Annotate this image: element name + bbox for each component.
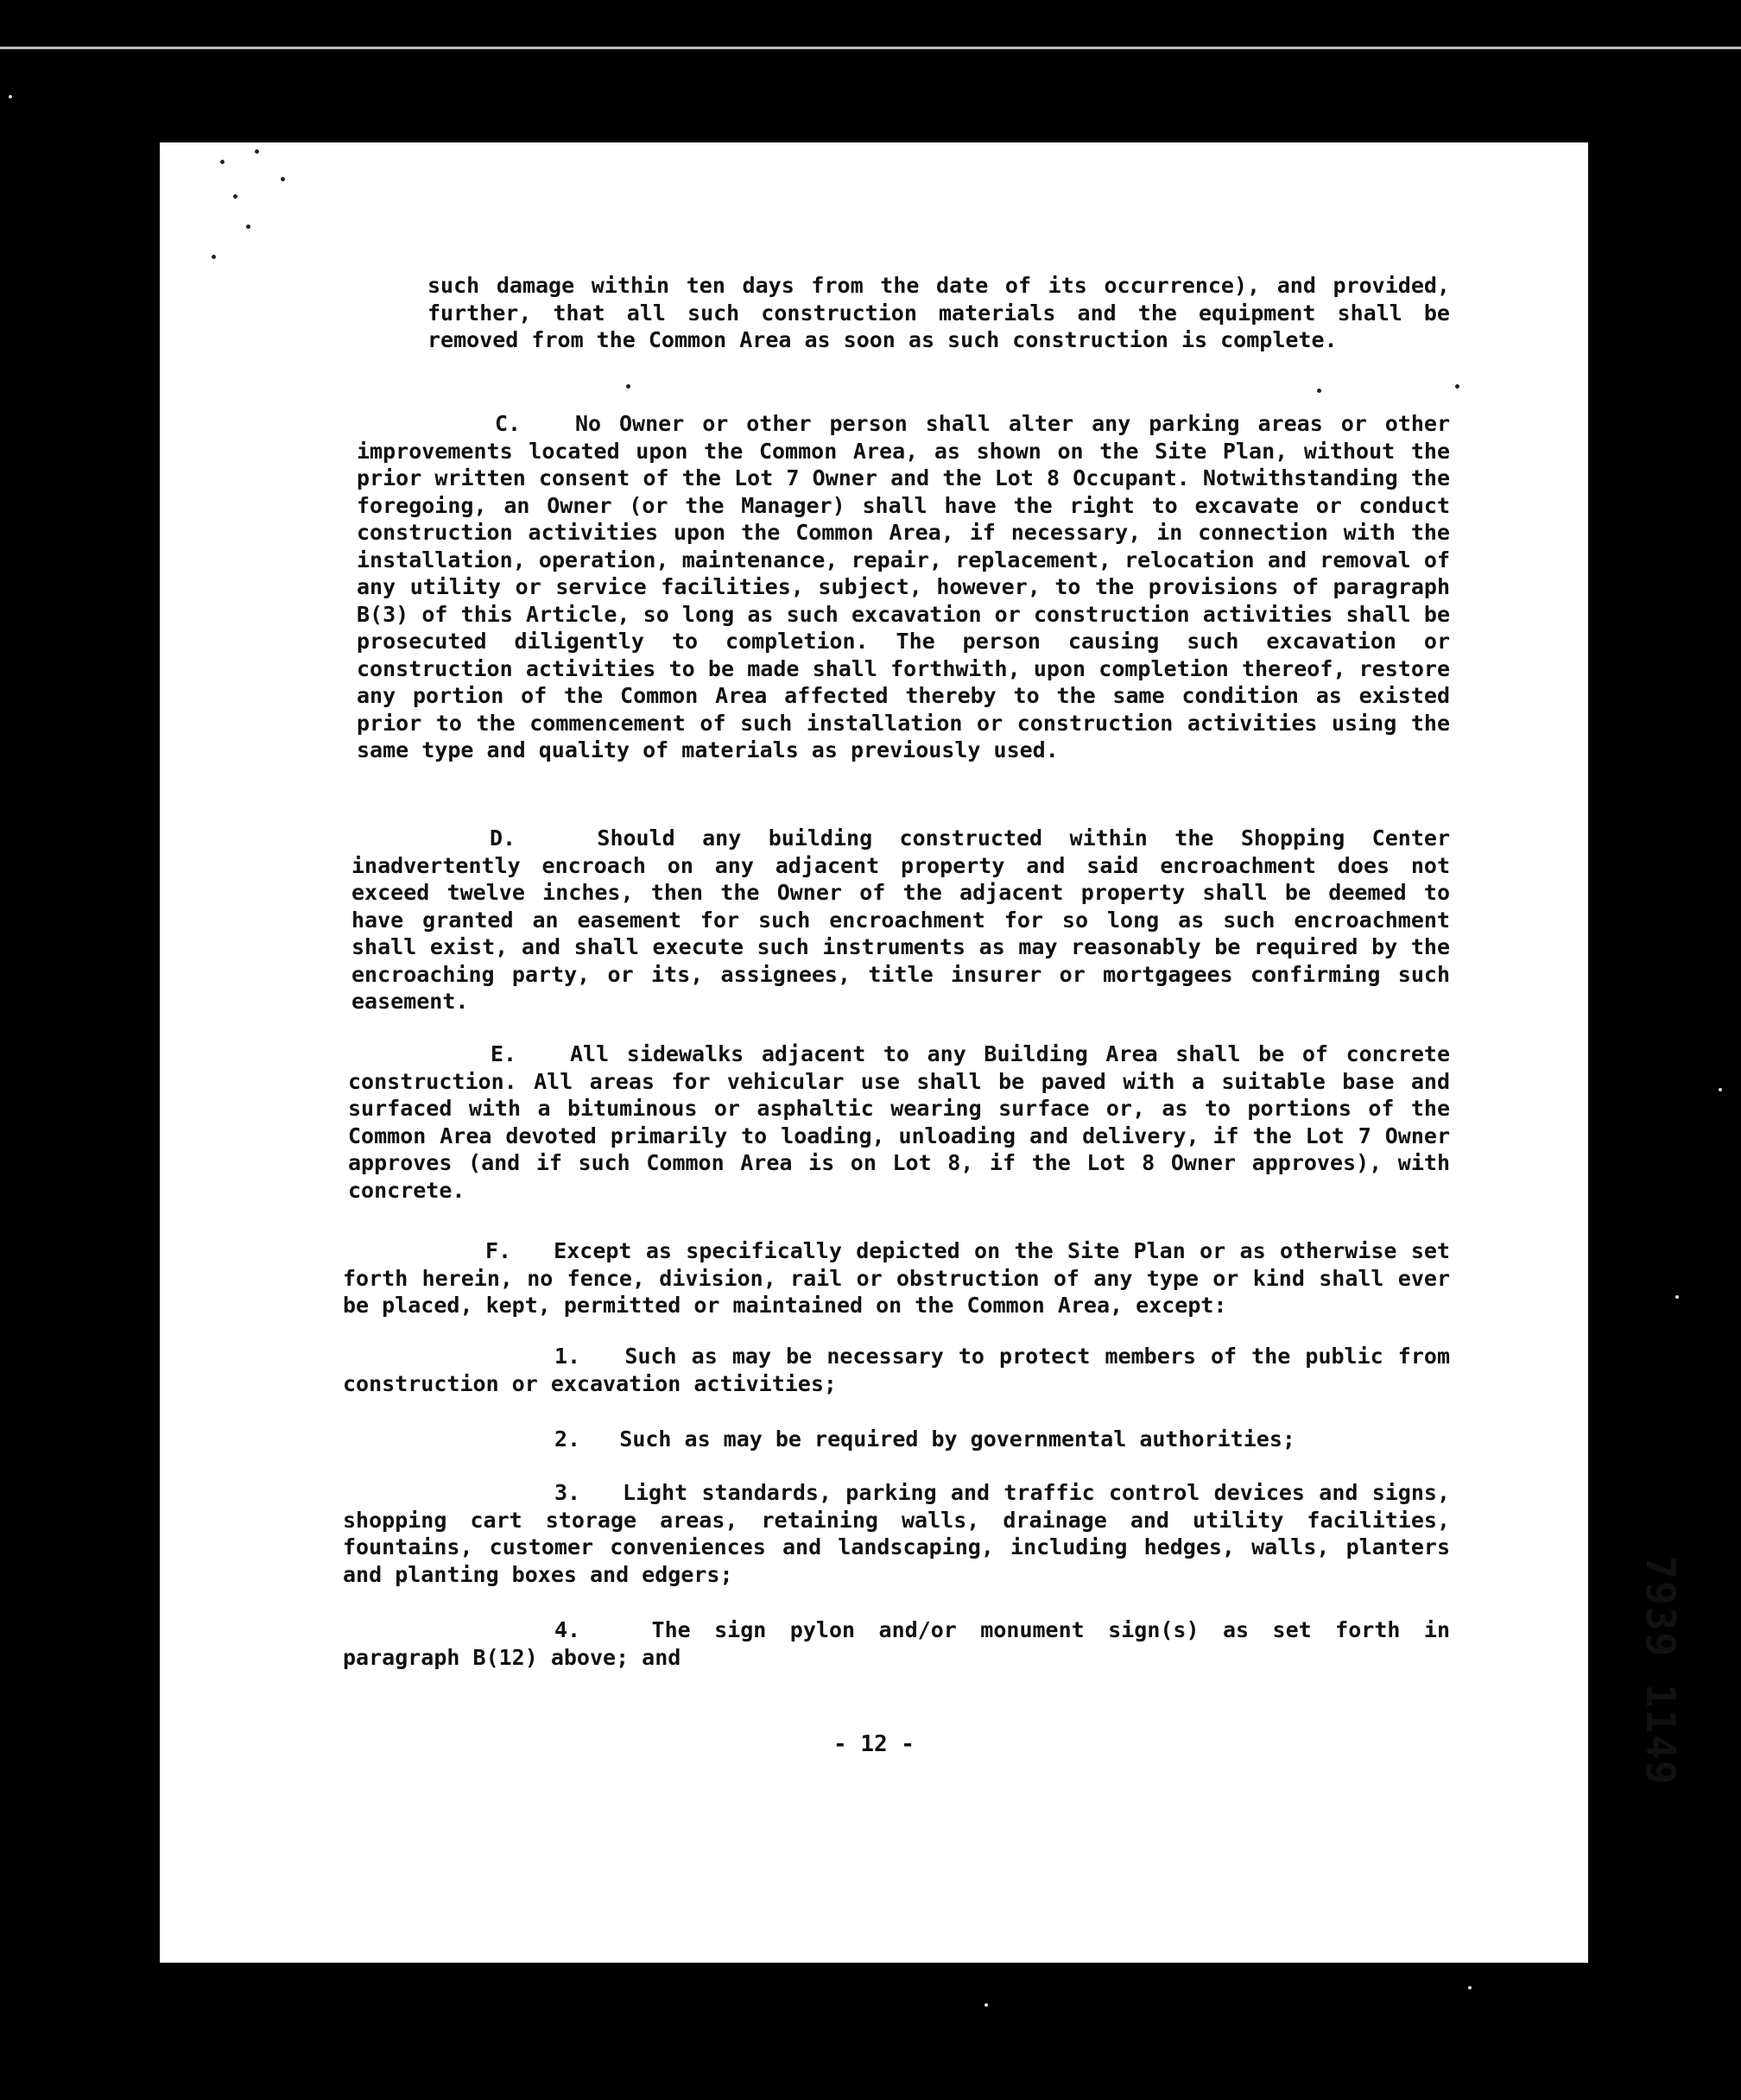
section-f-paragraph (343, 1237, 1450, 1319)
document-page (160, 142, 1684, 1963)
section-label: E. (491, 1041, 517, 1066)
paragraph-text: such damage within ten days from the date of its occurrence), and provided, further, that all such construction materials and the equipment shall be removed from the Common Area as soon as such construction is complete. (427, 273, 1450, 352)
recording-stamp (1637, 1541, 1685, 1800)
paragraph-text: Light standards, parking and traffic control devices and signs, shopping cart storage areas, retaining walls, drainage and utility facilities, fountains, customer conveniences and landscaping, including hedges, walls, planters and planting boxes and edgers; (343, 1480, 1451, 1587)
scan-speck (1468, 1986, 1472, 1989)
list-item-label: 2. (554, 1426, 581, 1452)
list-item-label: 1. (554, 1344, 581, 1369)
list-item-4 (343, 1616, 1450, 1671)
scan-speck (246, 225, 250, 229)
list-item-label: 4. (554, 1617, 581, 1642)
scan-speck (1675, 1295, 1679, 1299)
scan-speck (1455, 384, 1459, 389)
paragraph-text: The sign pylon and/or monument sign(s) as set forth in paragraph B(12) above; and (343, 1617, 1450, 1670)
list-item-label: 3. (554, 1480, 581, 1505)
list-item-3 (343, 1479, 1450, 1588)
list-item-2 (343, 1426, 1450, 1453)
scan-speck (233, 194, 237, 199)
paragraph-text: Except as specifically depicted on the Site Plan or as otherwise set forth herein, no fence, division, rail or obstruction of any type or kind shall ever be placed, kept, permitted or maintained on the Common Area, except: (343, 1238, 1450, 1318)
scan-speck (1317, 389, 1321, 393)
scan-border-line (0, 47, 1741, 49)
scan-speck (1719, 1088, 1722, 1091)
scan-speck (220, 160, 225, 164)
scan-speck (9, 95, 12, 98)
section-label: C. (495, 411, 522, 436)
section-label: F. (485, 1238, 512, 1263)
scan-speck (984, 2003, 988, 2007)
paragraph-text: No Owner or other person shall alter any parking areas or other improvements located upon the Common Area, as shown on the Site Plan, without the prior written consent of the Lot 7 Owner and the Lot 8 Occupant. Notwithstanding the foregoing, an Owner (or the Manager) shall have the right to excavate or conduct construction activities upon the Common Area, if necessary, in connection with the installation, operation, maintenance, repair, replacement, relocation and removal of any utility or service facilities, subject, however, to the provisions of paragraph B(3) of this Article, so long as such excavation or construction activities shall be prosecuted diligently to completion. The person causing such excavation or construction activities to be made shall forthwith, upon completion thereof, restore any portion of the Common Area affected thereby to the same condition as existed prior to the commencement of such installation or construction activities using the same type and quality of materials as previously used. (357, 411, 1451, 762)
section-c-paragraph (357, 410, 1450, 764)
paragraph-text: Such as may be necessary to protect members of the public from construction or excavation activities; (343, 1344, 1450, 1396)
scan-speck (212, 255, 216, 259)
list-item-1 (343, 1343, 1450, 1397)
paragraph-text: Should any building constructed within the Shopping Center inadvertently encroach on any adjacent property and said encroachment does not exceed twelve inches, then the Owner of the adjacent property shall be deemed to have granted an easement for such encroachment for so long as such encroachment shall exist, and shall execute such instruments as may reasonably be required by the encroaching party, or its, assignees, title insurer or mortgagees confirming such easement. (351, 825, 1450, 1014)
scan-speck (281, 177, 285, 181)
paragraph-text: All sidewalks adjacent to any Building Area shall be of concrete construction. All areas for vehicular use shall be paved with a suitable base and surfaced with a bituminous or asphaltic wearing surface or, as to portions of the Common Area devoted primarily to loading, unloading and delivery, if the Lot 7 Owner approves (and if such Common Area is on Lot 8, if the Lot 8 Owner approves), with concrete. (348, 1041, 1450, 1203)
paragraph-text: Such as may be required by governmental authorities; (619, 1426, 1295, 1452)
scan-speck (255, 149, 259, 154)
section-d-paragraph (351, 825, 1450, 1015)
page-number: - 12 - (833, 1731, 915, 1757)
scan-speck (626, 384, 630, 389)
section-e-paragraph (348, 1041, 1450, 1204)
recording-stamp-text: 7939 1149 (1637, 1555, 1684, 1787)
section-label: D. (490, 825, 516, 851)
continuation-paragraph (427, 272, 1450, 354)
